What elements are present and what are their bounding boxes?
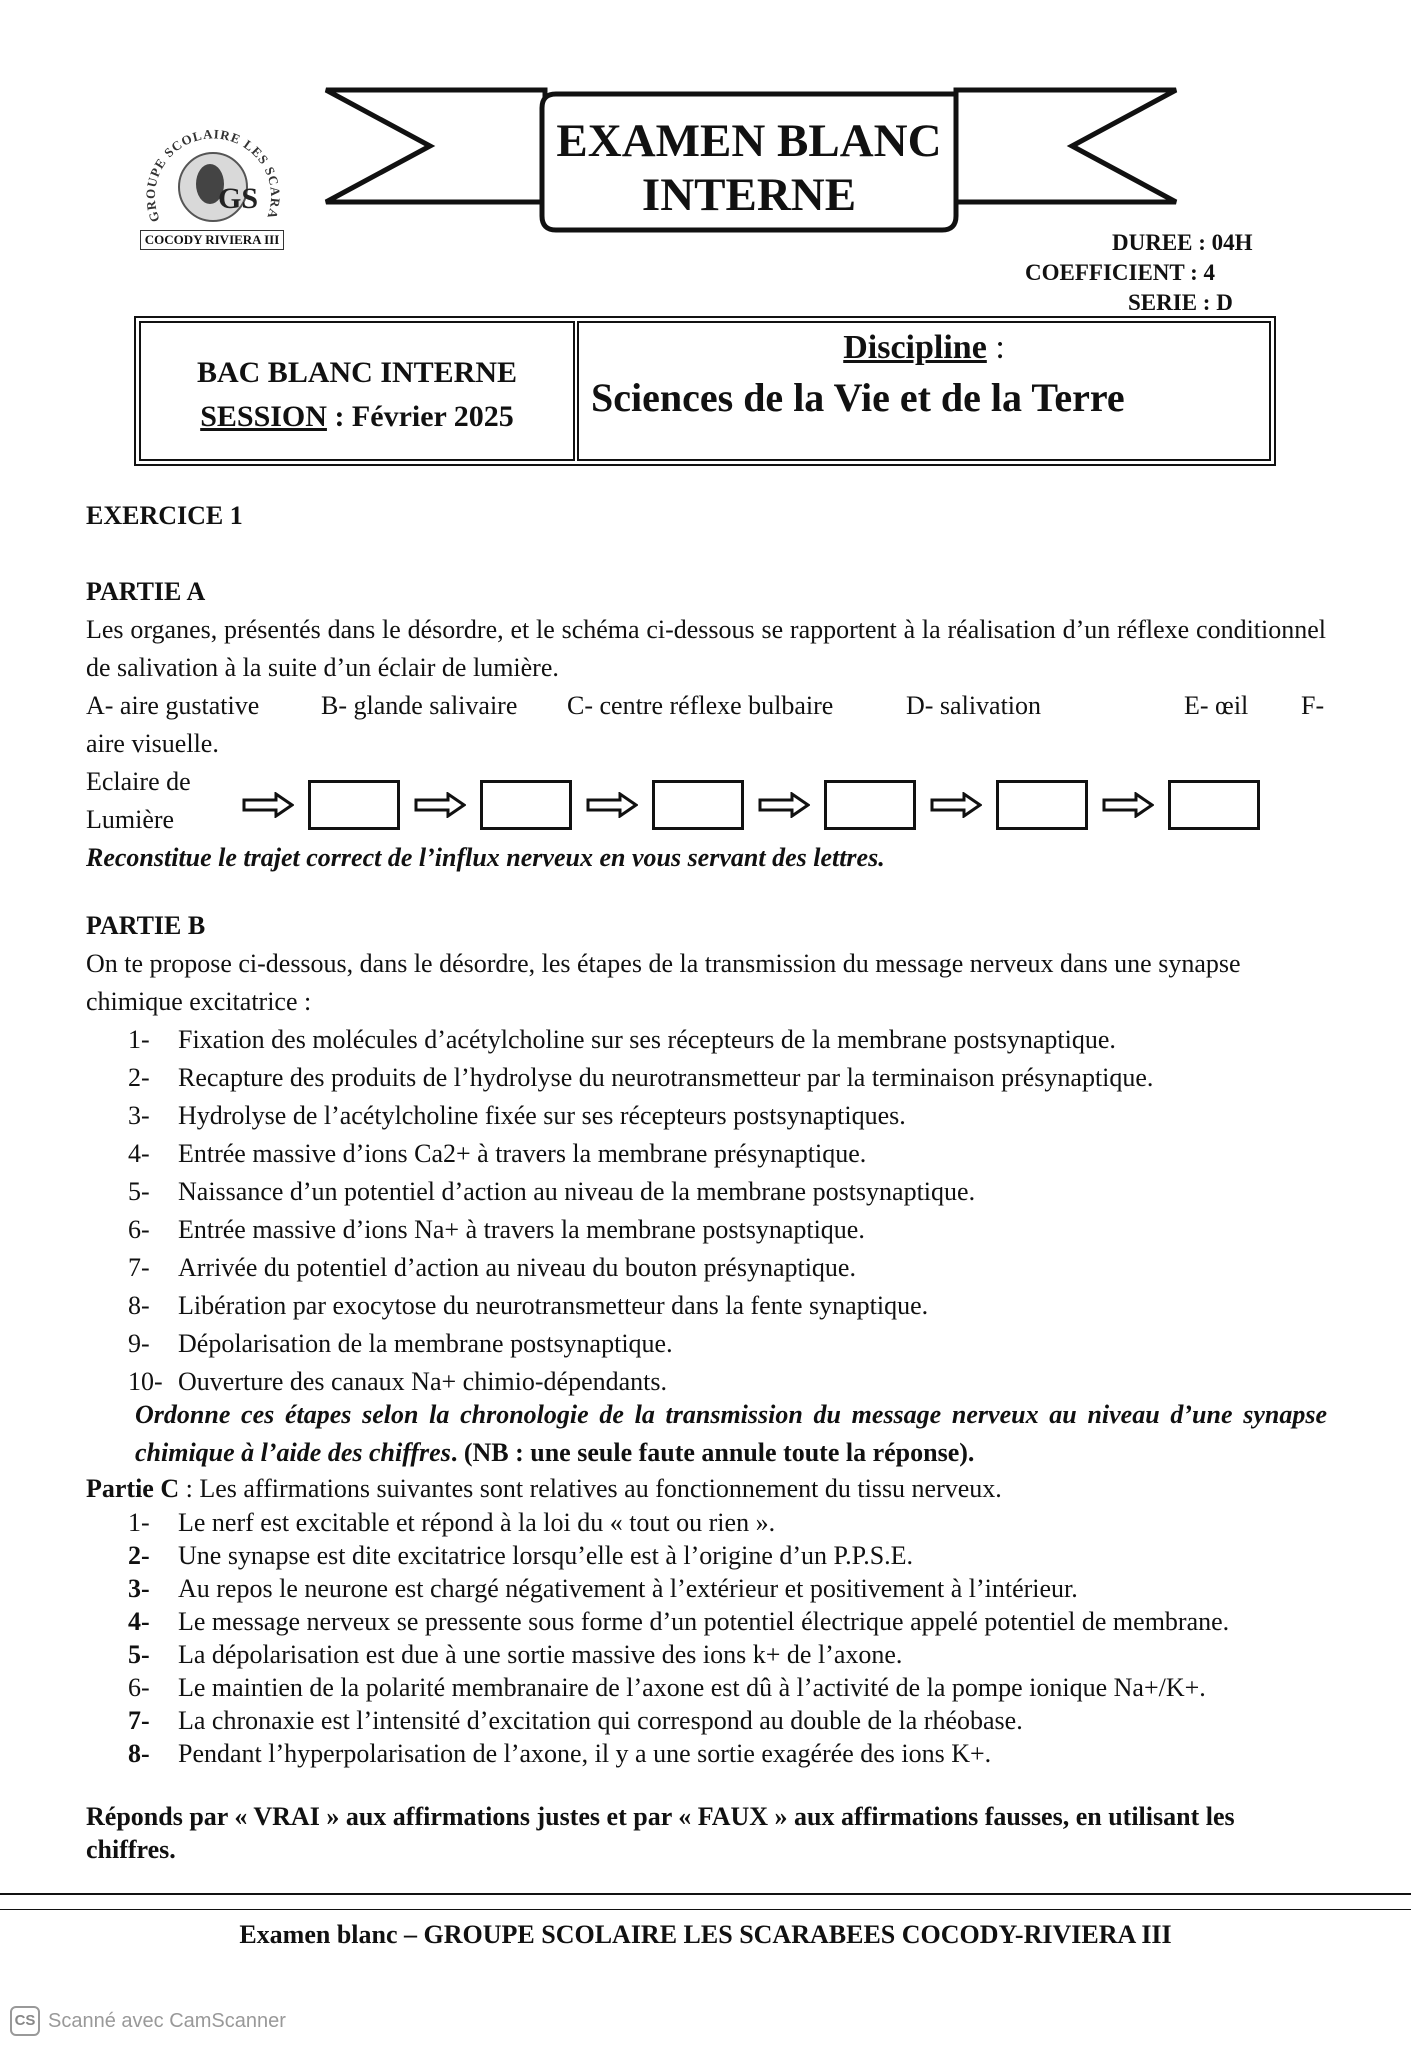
logo-ring-text: GROUPE SCOLAIRE LES SCARA — [142, 126, 284, 225]
pathway-box-1[interactable] — [308, 780, 400, 830]
partie-c-header — [86, 1472, 1326, 1506]
partie-b-steps — [128, 1021, 1328, 1401]
info-table — [134, 316, 1276, 466]
camscanner-watermark — [10, 2004, 286, 2038]
discipline-value: Sciences de la Vie et de la Terre — [591, 375, 1125, 420]
footer-rule-bottom — [0, 1909, 1411, 1910]
option-e: E- œil — [1184, 691, 1249, 720]
flow-start-label-2: Lumière — [86, 805, 175, 834]
banner-line-2: INTERNE — [641, 169, 857, 221]
partie-a-title: PARTIE A — [86, 577, 206, 606]
pathway-box-4[interactable] — [824, 780, 916, 830]
list-item: 5- Naissance d’un potentiel d’action au niveau de la membrane postsynaptique. — [128, 1177, 976, 1206]
bac-blanc-label: BAC BLANC INTERNE — [196, 356, 518, 389]
list-item: 10- Ouverture des canaux Na+ chimio-dépendants. — [128, 1367, 667, 1396]
list-item: 7- Arrivée du potentiel d’action au niveau du bouton présynaptique. — [128, 1253, 856, 1282]
coefficient-value: : 4 — [1190, 260, 1215, 285]
arrow-right-icon — [930, 792, 982, 818]
school-logo — [138, 112, 288, 254]
list-item: 9- Dépolarisation de la membrane postsynaptique. — [128, 1329, 673, 1358]
discipline-cell — [577, 321, 1271, 461]
camscanner-logo-icon: CS — [10, 2006, 40, 2036]
footer-rule-top — [0, 1893, 1411, 1895]
pathway-box-6[interactable] — [1168, 780, 1260, 830]
arrow-right-icon — [1102, 792, 1154, 818]
reflex-pathway-diagram — [242, 780, 1260, 830]
partie-c-intro: : Les affirmations suivantes sont relatives au fonctionnement du tissu nerveux. — [179, 1474, 1002, 1503]
list-item: 3- Au repos le neurone est chargé négativement à l’extérieur et positivement à l’intérieur. — [128, 1574, 1078, 1603]
list-item: 2- Recapture des produits de l’hydrolyse du neurotransmetteur par la terminaison présynaptique. — [128, 1063, 1154, 1092]
list-item: 4- Entrée massive d’ions Ca2+ à travers la membrane présynaptique. — [128, 1139, 867, 1168]
discipline-label: Discipline — [843, 329, 987, 366]
partie-a-instruction: Reconstitue le trajet correct de l’influx nerveux en vous servant des lettres. — [86, 843, 885, 872]
option-f: F- — [1301, 691, 1325, 720]
flow-start-label-1: Eclaire de — [86, 767, 191, 796]
title-banner — [320, 86, 1180, 236]
list-item: 3- Hydrolyse de l’acétylcholine fixée sur ses récepteurs postsynaptiques. — [128, 1101, 906, 1130]
list-item: 2- Une synapse est dite excitatrice lorsqu’elle est à l’origine d’un P.P.S.E. — [128, 1541, 914, 1570]
banner-line-1: EXAMEN BLANC — [556, 115, 942, 167]
list-item: 4- Le message nerveux se pressente sous forme d’un potentiel électrique appelé potentiel de membrane. — [128, 1607, 1230, 1636]
duree-label: DUREE — [1112, 230, 1193, 255]
option-d: D- salivation — [906, 691, 1042, 720]
arrow-right-icon — [586, 792, 638, 818]
partie-c-instruction: Réponds par « VRAI » aux affirmations justes et par « FAUX » aux affirmations fausses, en utilisant les chiffres. — [86, 1802, 1235, 1864]
partie-c-statements — [128, 1506, 1328, 1770]
arrow-right-icon — [758, 792, 810, 818]
partie-b-title: PARTIE B — [86, 911, 206, 940]
option-c: C- centre réflexe bulbaire — [567, 691, 834, 720]
serie-label: SERIE — [1128, 290, 1198, 315]
list-item: 6- Entrée massive d’ions Na+ à travers la membrane postsynaptique. — [128, 1215, 865, 1244]
pathway-box-3[interactable] — [652, 780, 744, 830]
option-b: B- glande salivaire — [321, 691, 518, 720]
session-label: SESSION — [200, 400, 327, 433]
footer-text: Examen blanc – GROUPE SCOLAIRE LES SCARABEES COCODY-RIVIERA III — [239, 1920, 1172, 1949]
partie-c-title: Partie C — [86, 1474, 180, 1503]
pathway-box-2[interactable] — [480, 780, 572, 830]
session-value: : Février 2025 — [326, 400, 514, 433]
exercise-title: EXERCICE 1 — [86, 501, 243, 530]
partie-b-intro: On te propose ci-dessous, dans le désordre, les étapes de la transmission du message nerveux dans une synapse chimique excitatrice : — [86, 949, 1241, 1016]
list-item: 6- Le maintien de la polarité membranaire de l’axone est dû à l’activité de la pompe ionique Na+/K+. — [128, 1673, 1206, 1702]
option-f-continued: aire visuelle. — [86, 729, 219, 758]
option-a: A- aire gustative — [86, 691, 260, 720]
organ-options — [86, 687, 1326, 725]
list-item: 5- La dépolarisation est due à une sortie massive des ions k+ de l’axone. — [128, 1640, 903, 1669]
list-item: 1- Fixation des molécules d’acétylcholine sur ses récepteurs de la membrane postsynaptique. — [128, 1025, 1116, 1054]
list-item: 8- Pendant l’hyperpolarisation de l’axone, il y a une sortie exagérée des ions K+. — [128, 1739, 992, 1768]
partie-a-intro: Les organes, présentés dans le désordre, et le schéma ci-dessous se rapportent à la réalisation d’un réflexe conditionnel de salivation à la suite d’un éclair de lumière. — [86, 615, 1326, 682]
serie-value: : D — [1202, 290, 1233, 315]
duree-value: : 04H — [1198, 230, 1253, 255]
arrow-right-icon — [414, 792, 466, 818]
partie-b-instruction: Ordonne ces étapes selon la chronologie de la transmission du message nerveux au niveau d’une synapse chimique à l’aide des chiffres. (NB : une seule faute annule toute la réponse). — [135, 1400, 1327, 1467]
coefficient-label: COEFFICIENT — [1025, 260, 1185, 285]
list-item: 8- Libération par exocytose du neurotransmetteur dans la fente synaptique. — [128, 1291, 929, 1320]
camscanner-text: Scanné avec CamScanner — [48, 2009, 286, 2032]
logo-caption: COCODY RIVIERA III — [140, 230, 284, 250]
session-cell — [139, 321, 575, 461]
arrow-right-icon — [242, 792, 294, 818]
pathway-box-5[interactable] — [996, 780, 1088, 830]
discipline-colon: : — [986, 329, 1005, 366]
list-item: 7- La chronaxie est l’intensité d’excitation qui correspond au double de la rhéobase. — [128, 1706, 1023, 1735]
list-item: 1- Le nerf est excitable et répond à la loi du « tout ou rien ». — [128, 1508, 776, 1537]
logo-monogram: GS — [218, 182, 259, 215]
